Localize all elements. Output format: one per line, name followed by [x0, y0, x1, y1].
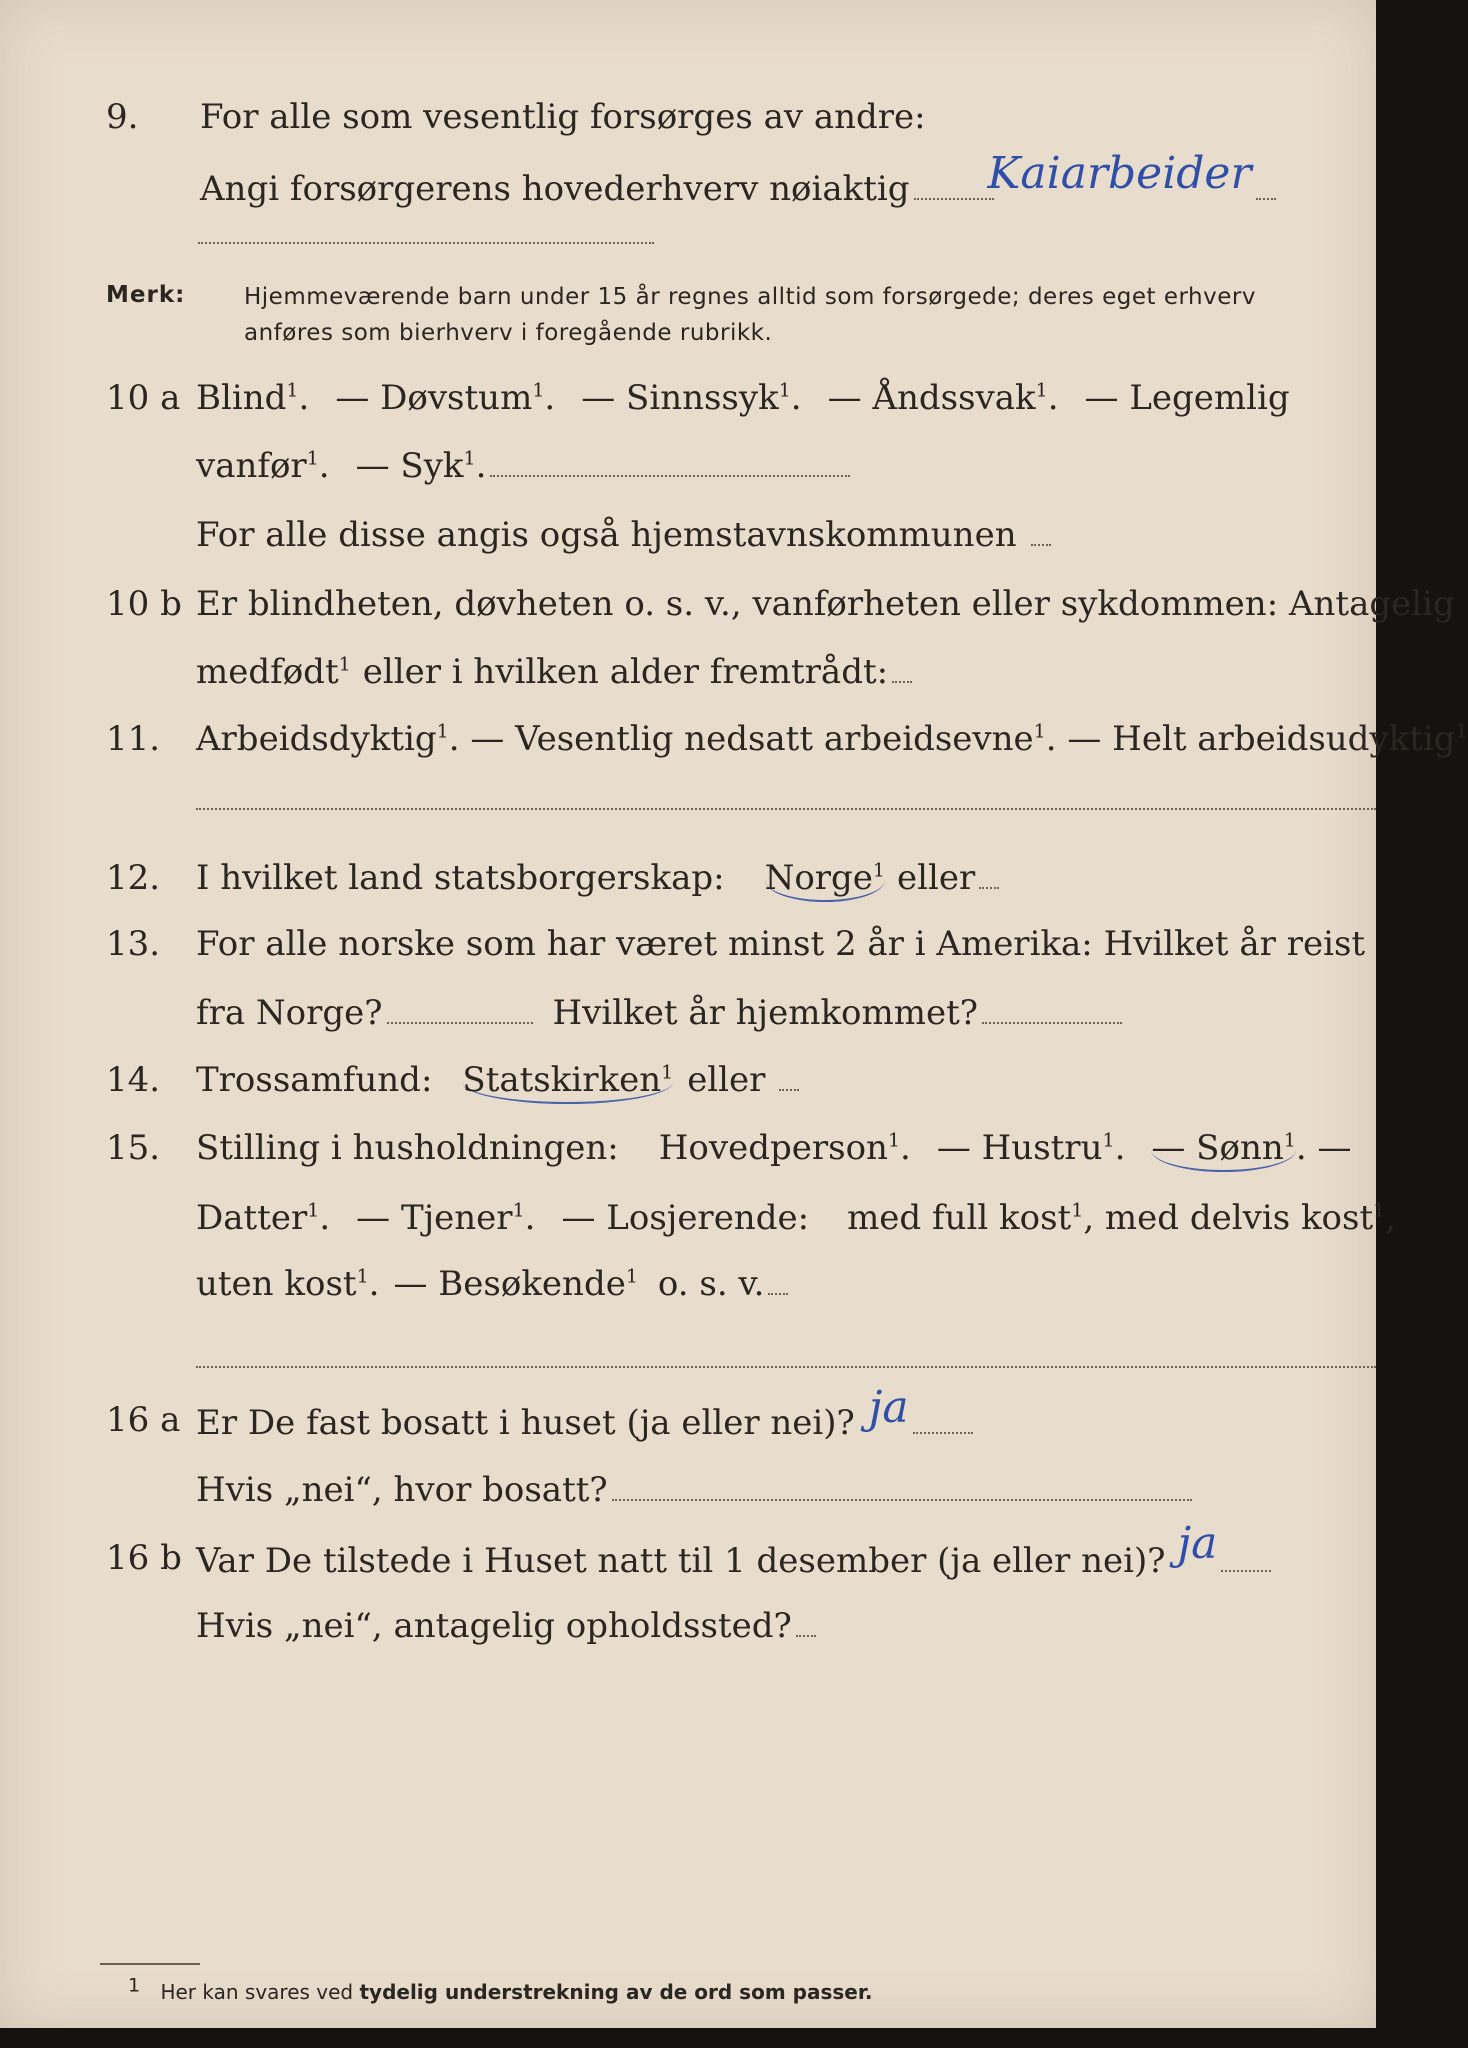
q15-osv: o. s. v.	[657, 1264, 765, 1304]
q15-number: 15.	[106, 1128, 161, 1168]
q16a-number: 16 a	[106, 1400, 181, 1440]
q15-datter[interactable]: Datter$^1$.	[196, 1198, 331, 1238]
q9-extra-line[interactable]	[198, 242, 654, 244]
q13-fra-line[interactable]	[387, 1012, 533, 1024]
q10b-line-1: Er blindheten, døvheten o. s. v., vanførheten eller sykdommen: Antagelig	[196, 584, 1455, 624]
q10a-syk[interactable]: — Syk$^1$.	[355, 446, 487, 486]
q15-losjerende: — Losjerende:	[561, 1198, 810, 1238]
q15-full-kost[interactable]: med full kost$^1$	[847, 1198, 1084, 1238]
footnote-mark: 1	[128, 1974, 141, 1997]
q13-fra-norge: fra Norge?	[196, 993, 383, 1033]
q13-hjemkommet: Hvilket år hjemkommet?	[552, 993, 979, 1033]
q10a-vanfor[interactable]: vanfør$^1$.	[196, 446, 330, 486]
q15-extra-line[interactable]	[196, 1366, 1376, 1368]
q16b-opholdssted-line[interactable]	[796, 1625, 816, 1637]
q15-sonn-underlined[interactable]: — Sønn$^1$. —	[1151, 1128, 1351, 1168]
q14-answer-line[interactable]	[779, 1079, 799, 1091]
q10a-number: 10 a	[106, 378, 181, 418]
q16a-line-1: Er De fast bosatt i huset (ja eller nei)?	[196, 1403, 855, 1443]
q12-number: 12.	[106, 858, 161, 898]
q15-hovedperson[interactable]: Hovedperson$^1$.	[658, 1128, 911, 1168]
q15-delvis-kost[interactable]: , med delvis kost$^1$,	[1083, 1198, 1397, 1238]
q11-answer-line[interactable]	[196, 808, 1376, 810]
q16a-answer-line[interactable]	[913, 1422, 973, 1434]
q10a-syk-line[interactable]	[490, 465, 850, 477]
q16b-line-1: Var De tilstede i Huset natt til 1 desember (ja eller nei)?	[196, 1541, 1166, 1581]
q14-statskirken-underlined[interactable]: Statskirken$^1$	[462, 1060, 673, 1104]
q16b-answer-line[interactable]	[1221, 1560, 1271, 1572]
q16b-number: 16 b	[106, 1538, 182, 1578]
q10a-line-3: For alle disse angis også hjemstavnskommunen	[196, 515, 1017, 555]
q10b-line-2: eller i hvilken alder fremtrådt:	[362, 652, 889, 692]
footnote-bold-text: tydelig understrekning av de ord som passer.	[359, 1980, 873, 2004]
q14-label: Trossamfund:	[196, 1060, 433, 1100]
q15-besokende[interactable]: — Besøkende$^1$	[393, 1264, 638, 1304]
q10a-andssvak[interactable]: — Åndssvak$^1$.	[827, 378, 1059, 418]
q9-answer-handwritten[interactable]: Kaiarbeider	[987, 148, 1252, 199]
q11-udyktig[interactable]: . — Helt arbeidsudyktig$^1$	[1045, 719, 1468, 759]
q12-eller: eller	[897, 858, 976, 898]
q15-answer-line[interactable]	[768, 1283, 788, 1295]
footnote-rule	[100, 1963, 200, 1965]
q16b-answer-handwritten[interactable]: ja	[1177, 1518, 1218, 1569]
q11-arbeidsdyktig[interactable]: Arbeidsdyktig$^1$	[196, 719, 449, 759]
q16a-line-2: Hvis „nei“, hvor bosatt?	[196, 1470, 608, 1510]
q11-number: 11.	[106, 719, 161, 759]
q9-line-1: For alle som vesentlig forsørges av andre:	[200, 97, 926, 137]
q13-number: 13.	[106, 924, 161, 964]
q13-hjem-line[interactable]	[982, 1012, 1122, 1024]
q15-label: Stilling i husholdningen:	[196, 1128, 619, 1168]
q15-uten-kost[interactable]: uten kost$^1$.	[196, 1264, 380, 1304]
q12-text: I hvilket land statsborgerskap:	[196, 858, 725, 898]
q10b-answer-line[interactable]	[892, 671, 912, 683]
q15-tjener[interactable]: — Tjener$^1$.	[356, 1198, 536, 1238]
q16a-bosatt-line[interactable]	[612, 1489, 1192, 1501]
q10b-number: 10 b	[106, 584, 182, 624]
q10b-medfodt[interactable]: medfødt$^1$	[196, 652, 351, 692]
q12-norge-underlined[interactable]: Norge$^1$	[765, 858, 885, 902]
q14-eller: eller	[687, 1060, 766, 1100]
q10a-blind[interactable]: Blind$^1$.	[196, 378, 310, 418]
merk-line-1: Hjemmeværende barn under 15 år regnes alltid som forsørgede; deres eget erhverv	[244, 284, 1256, 310]
merk-line-2: anføres som bierhverv i foregående rubrikk.	[244, 320, 773, 346]
q10a-dovstum[interactable]: — Døvstum$^1$.	[335, 378, 556, 418]
q9-line-2: Angi forsørgerens hovederhverv nøiaktig	[200, 169, 910, 209]
q10a-sinnssyk[interactable]: — Sinnssyk$^1$.	[581, 378, 802, 418]
q14-number: 14.	[106, 1060, 161, 1100]
merk-label: Merk:	[106, 282, 186, 308]
q10a-hjemstavn-line[interactable]	[1031, 534, 1051, 546]
q15-hustru[interactable]: — Hustru$^1$.	[936, 1128, 1126, 1168]
q13-line-1: For alle norske som har været minst 2 år i Amerika: Hvilket år reist	[196, 924, 1366, 964]
footnote	[128, 1974, 873, 2004]
footnote-text: Her kan svares ved	[160, 1980, 354, 2004]
q11-nedsatt[interactable]: . — Vesentlig nedsatt arbeidsevne$^1$	[448, 719, 1046, 759]
q16b-line-2: Hvis „nei“, antagelig opholdssted?	[196, 1606, 792, 1646]
q12-answer-line[interactable]	[979, 877, 999, 889]
q9-answer-line[interactable]	[1256, 188, 1276, 200]
q9-number: 9.	[106, 97, 139, 137]
q10a-legemlig[interactable]: — Legemlig	[1084, 378, 1290, 418]
q16a-answer-handwritten[interactable]: ja	[868, 1382, 909, 1433]
